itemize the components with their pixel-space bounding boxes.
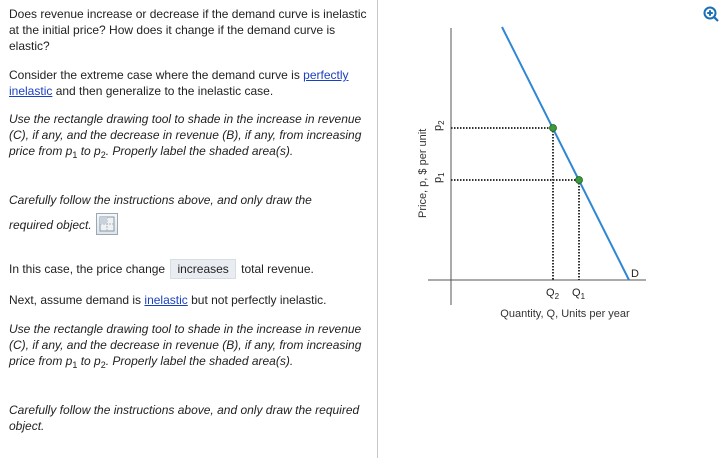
instr1-sub1: 1 <box>72 150 78 160</box>
rectangle-tool-button[interactable] <box>96 213 118 235</box>
demand-curve[interactable] <box>502 27 629 280</box>
instr2-sub2: 2 <box>100 360 106 370</box>
zoom-in-plus-icon[interactable] <box>703 6 719 22</box>
q1-label: $Q_1$ <box>572 287 586 301</box>
point-p1-q1[interactable] <box>576 177 583 184</box>
instr2-mid: to p <box>77 354 101 368</box>
follow-instructions-2: Carefully follow the instructions above, and only draw the required object. <box>9 403 360 433</box>
inelastic-link[interactable]: inelastic <box>144 293 188 307</box>
follow1-line2: required object. <box>9 218 92 233</box>
follow-instructions-1b <box>9 215 371 237</box>
follow-instructions-1 <box>9 192 371 208</box>
consider-post: and then generalize to the inelastic case. <box>52 84 274 98</box>
instr2-pre: Use the rectangle drawing tool to shade in the increase in revenue (C), if any, and the decrease in revenue (B), if any, from increasing price from p <box>9 322 362 368</box>
case-post: total revenue. <box>241 262 314 276</box>
p2-label: $p_2$ <box>432 120 446 131</box>
p1-label: $p_1$ <box>432 172 446 183</box>
instr1-post: . Properly label the shaded area(s). <box>105 144 294 158</box>
instruction-1 <box>9 111 371 163</box>
case-pre: In this case, the price change <box>9 262 166 276</box>
case-result-line <box>9 259 371 279</box>
perfectly-inelastic-link[interactable]: perfectly inelastic <box>9 68 349 98</box>
answer-dropdown[interactable]: increases <box>170 259 235 279</box>
instr1-sub2: 2 <box>100 150 106 160</box>
consider-text <box>9 67 371 99</box>
q2-label: $Q_2$ <box>546 287 560 301</box>
instr2-sub1: 1 <box>72 360 78 370</box>
demand-curve-label: D <box>631 268 639 280</box>
demand-graph[interactable] <box>378 0 721 458</box>
next-assumption <box>9 292 371 308</box>
next-pre: Next, assume demand is <box>9 293 145 307</box>
question-intro: Does revenue increase or decrease if the demand curve is inelastic at the initial price? How does it change if the demand curve is elastic? <box>9 7 367 53</box>
point-p2-q2[interactable] <box>550 125 557 132</box>
follow1-line1: Carefully follow the instructions above, and only draw the <box>9 193 312 207</box>
instr1-pre: Use the rectangle drawing tool to shade in the increase in revenue (C), if any, and the decrease in revenue (B), if any, from increasing price from p <box>9 112 362 158</box>
consider-pre: Consider the extreme case where the demand curve is <box>9 68 304 82</box>
instruction-2 <box>9 321 371 373</box>
instr1-mid: to p <box>77 144 101 158</box>
instr2-post: . Properly label the shaded area(s). <box>105 354 294 368</box>
x-axis-label: Quantity, Q, Units per year <box>500 308 630 320</box>
y-axis-label: Price, p, $ per unit <box>417 128 429 218</box>
rectangle-tool-icon <box>97 214 117 234</box>
next-post: but not perfectly inelastic. <box>187 293 327 307</box>
